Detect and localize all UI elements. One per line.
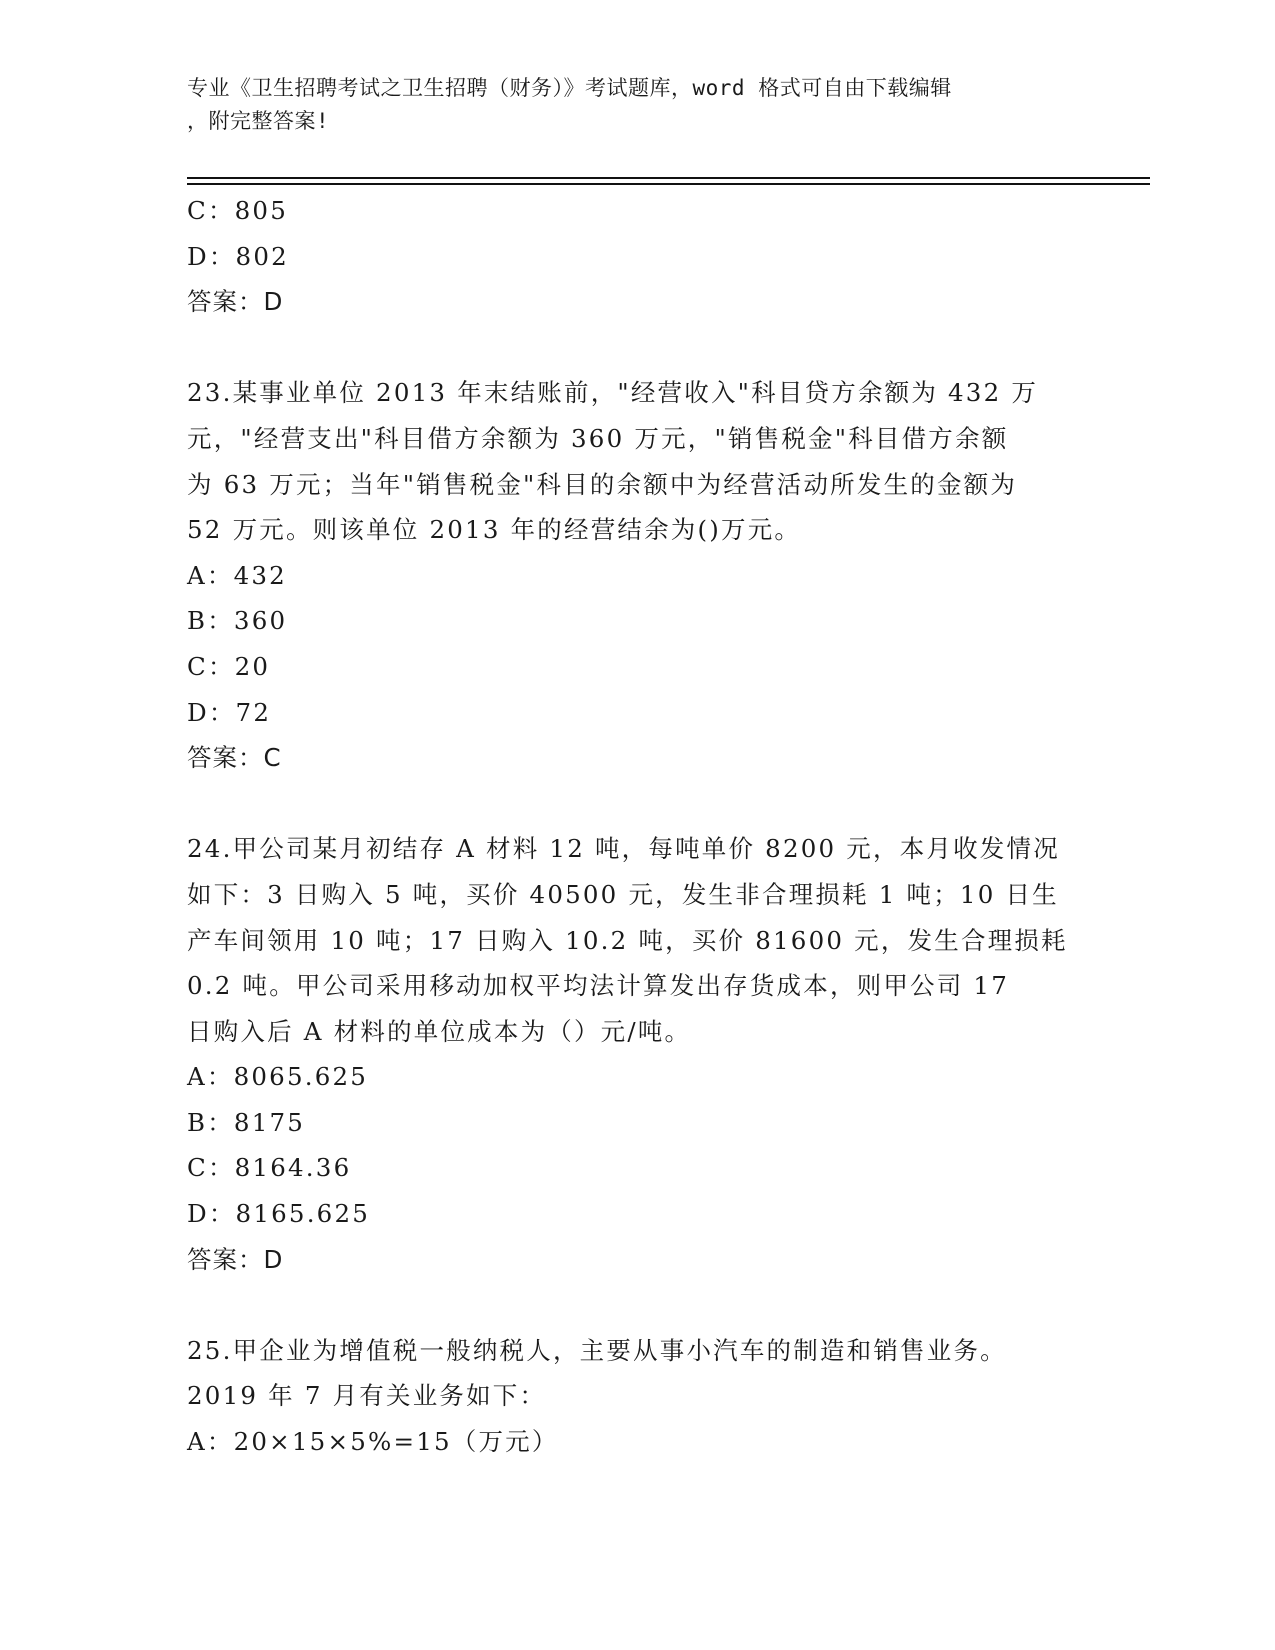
- header-line: ，附完整答案!: [187, 109, 330, 133]
- header-divider: [187, 177, 1150, 179]
- question-stem: 元，"经营支出"科目借方余额为 360 万元，"销售税金"科目借方余额: [187, 423, 1009, 453]
- question-stem: 日购入后 A 材料的单位成本为（）元/吨。: [187, 1016, 692, 1046]
- option: B：360: [187, 606, 288, 636]
- answer: 答案：D: [187, 287, 284, 317]
- question-stem: 25.甲企业为增值税一般纳税人，主要从事小汽车的制造和销售业务。: [187, 1335, 1007, 1365]
- answer: 答案：D: [187, 1244, 284, 1274]
- question-stem: 2019 年 7 月有关业务如下：: [187, 1381, 547, 1411]
- question-stem: 24.甲公司某月初结存 A 材料 12 吨，每吨单价 8200 元，本月收发情况: [187, 834, 1060, 864]
- option: B：8175: [187, 1107, 306, 1137]
- answer: 答案：C: [187, 743, 282, 773]
- question-stem: 为 63 万元；当年"销售税金"科目的余额中为经营活动所发生的金额为: [187, 469, 1018, 499]
- page-header: [187, 72, 1087, 138]
- spacer: [187, 1282, 1087, 1328]
- question-stem: 23.某事业单位 2013 年末结账前，"经营收入"科目贷方余额为 432 万: [187, 378, 1039, 408]
- option: A：432: [187, 560, 287, 590]
- question-stem: 52 万元。则该单位 2013 年的经营结余为()万元。: [187, 515, 802, 545]
- spacer: [187, 781, 1087, 827]
- question-23: [187, 370, 1087, 780]
- header-divider: [187, 183, 1150, 185]
- option: D：8165.625: [187, 1199, 371, 1229]
- option: A：20×15×5%=15（万元）: [187, 1427, 559, 1457]
- option: D：802: [187, 241, 289, 271]
- question-25: [187, 1328, 1087, 1465]
- option: C：805: [187, 196, 289, 225]
- header-line: 专业《卫生招聘考试之卫生招聘（财务）》考试题库，word 格式可自由下载编辑: [187, 76, 952, 100]
- question-stem: 0.2 吨。甲公司采用移动加权平均法计算发出存货成本，则甲公司 17: [187, 971, 1010, 1001]
- option: C：8164.36: [187, 1153, 352, 1183]
- prev-question: [187, 188, 1087, 325]
- question-24: [187, 826, 1087, 1282]
- option: C：20: [187, 651, 271, 681]
- option: D：72: [187, 697, 272, 727]
- option: A：8065.625: [187, 1062, 369, 1092]
- question-stem: 产车间领用 10 吨；17 日购入 10.2 吨，买价 81600 元，发生合理损耗: [187, 925, 1068, 955]
- question-stem: 如下：3 日购入 5 吨，买价 40500 元，发生非合理损耗 1 吨；10 日生: [187, 879, 1059, 909]
- spacer: [187, 325, 1087, 371]
- document-body: [187, 188, 1087, 1465]
